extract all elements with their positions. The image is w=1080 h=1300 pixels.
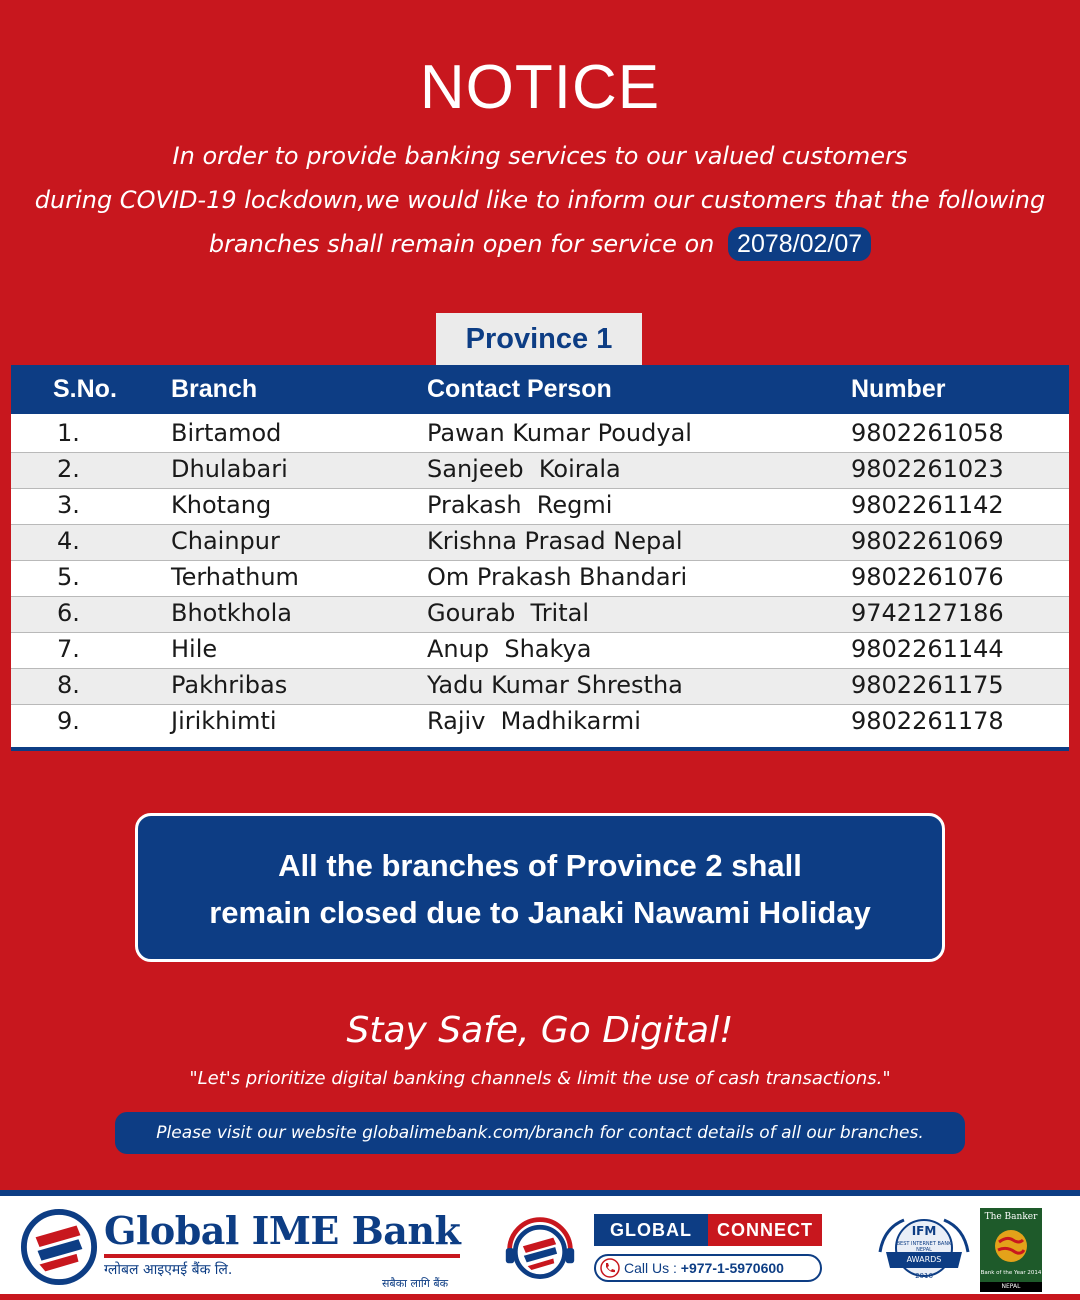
table-row (11, 489, 1069, 525)
call-us-number: +977-1-5970600 (680, 1260, 784, 1276)
branch-table (11, 365, 1069, 751)
ifm-line-1: IFM (911, 1224, 937, 1238)
notice-title: NOTICE (419, 53, 661, 122)
row-number: 9742127186 (851, 599, 1004, 627)
header-branch: Branch (171, 375, 258, 403)
notice-intro (30, 134, 1050, 266)
table-row (11, 561, 1069, 597)
banker-subtitle: Bank of the Year 2014 (980, 1270, 1042, 1276)
brand-underline (104, 1254, 460, 1258)
row-contact: Pawan Kumar Poudyal (427, 419, 692, 447)
ifm-line-2: BEST INTERNET BANK (896, 1241, 952, 1247)
row-branch: Chainpur (171, 527, 280, 555)
footer-red-rule (0, 1184, 1080, 1187)
row-number: 9802261142 (851, 491, 1004, 519)
quote: "Let's prioritize digital banking channels & limit the use of cash transactions." (189, 1068, 891, 1089)
row-sno: 2. (57, 455, 80, 483)
row-branch: Pakhribas (171, 671, 288, 699)
table-header (11, 365, 1069, 417)
row-number: 9802261178 (851, 707, 1004, 735)
intro-line-3 (30, 222, 1050, 266)
row-sno: 3. (57, 491, 80, 519)
row-contact: Anup Shakya (427, 635, 592, 663)
row-branch: Bhotkhola (171, 599, 292, 627)
banker-nepal-label: NEPAL (980, 1282, 1042, 1292)
row-number: 9802261069 (851, 527, 1004, 555)
footer (0, 1190, 1080, 1300)
brand-name: Global IME Bank (104, 1208, 461, 1253)
table-row (11, 453, 1069, 489)
global-connect-logo-icon (502, 1212, 578, 1288)
the-banker-award-badge (980, 1208, 1042, 1292)
row-branch: Jirikhimti (171, 707, 277, 735)
ifm-award-badge (876, 1212, 972, 1292)
row-branch: Hile (171, 635, 218, 663)
row-sno: 8. (57, 671, 80, 699)
province-1-tab: Province 1 (436, 313, 642, 365)
row-number: 9802261175 (851, 671, 1004, 699)
tagline: Stay Safe, Go Digital! (346, 1010, 734, 1051)
row-contact: Rajiv Madhikarmi (427, 707, 641, 735)
table-row (11, 525, 1069, 561)
row-contact: Prakash Regmi (427, 491, 613, 519)
row-branch: Dhulabari (171, 455, 288, 483)
table-row (11, 633, 1069, 669)
banker-title: The Banker (984, 1212, 1038, 1222)
ifm-line-3: NEPAL (916, 1247, 932, 1253)
row-sno: 1. (57, 419, 80, 447)
table-row (11, 417, 1069, 453)
row-contact: Sanjeeb Koirala (427, 455, 621, 483)
brand-slogan: सबैका लागि बैंक (382, 1277, 449, 1290)
province-2-closed-notice (135, 813, 945, 962)
brand-nepali-name: ग्लोबल आइएमई बैंक लि. (104, 1262, 233, 1278)
footer-bottom-rule (0, 1294, 1080, 1300)
header-sno: S.No. (53, 375, 117, 403)
row-sno: 6. (57, 599, 80, 627)
globe-icon (993, 1228, 1029, 1264)
row-number: 9802261058 (851, 419, 1004, 447)
table-row (11, 597, 1069, 633)
bank-logo-icon (20, 1208, 98, 1286)
call-us-label: Call Us : (624, 1260, 677, 1276)
row-number: 9802261076 (851, 563, 1004, 591)
header-contact: Contact Person (427, 375, 612, 403)
global-connect-connect-label: CONNECT (708, 1214, 822, 1246)
row-contact: Gourab Trital (427, 599, 590, 627)
row-sno: 5. (57, 563, 80, 591)
header-number: Number (851, 375, 946, 403)
phone-icon (600, 1258, 620, 1278)
row-sno: 7. (57, 635, 80, 663)
row-sno: 9. (57, 707, 80, 735)
closed-line-1: All the branches of Province 2 shall (278, 848, 802, 883)
closed-line-2: remain closed due to Janaki Nawami Holiday (209, 895, 871, 930)
row-number: 9802261144 (851, 635, 1004, 663)
intro-line-1: In order to provide banking services to our valued customers (172, 142, 908, 170)
call-us-pill (594, 1254, 822, 1282)
row-branch: Terhathum (171, 563, 299, 591)
row-branch: Birtamod (171, 419, 282, 447)
ifm-line-4: AWARDS (906, 1255, 942, 1264)
website-visit-banner: Please visit our website globalimebank.com/branch for contact details of all our branches. (115, 1112, 965, 1154)
table-row (11, 669, 1069, 705)
intro-line-2: during COVID-19 lockdown,we would like to inform our customers that the following (34, 186, 1046, 214)
intro-line-3-text: branches shall remain open for service on (208, 230, 715, 258)
row-sno: 4. (57, 527, 80, 555)
table-row (11, 705, 1069, 741)
row-contact: Om Prakash Bhandari (427, 563, 688, 591)
row-number: 9802261023 (851, 455, 1004, 483)
row-branch: Khotang (171, 491, 272, 519)
ifm-line-5: 2016 (915, 1272, 933, 1280)
row-contact: Yadu Kumar Shrestha (427, 671, 683, 699)
row-contact: Krishna Prasad Nepal (427, 527, 683, 555)
date-badge: 2078/02/07 (728, 227, 871, 261)
global-connect-global-label: GLOBAL (594, 1214, 708, 1246)
